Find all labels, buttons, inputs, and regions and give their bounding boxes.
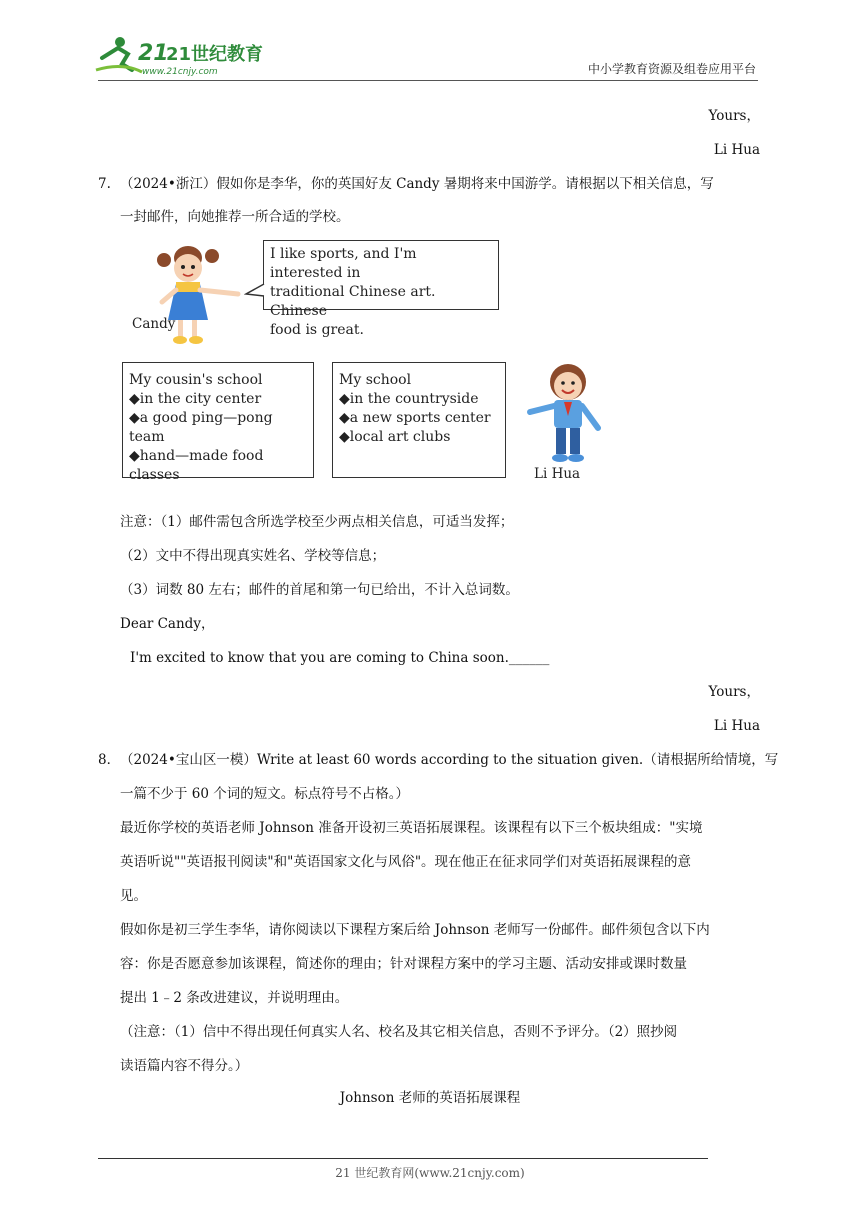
logo-url: www.21cnjy.com bbox=[142, 67, 218, 77]
q7-note-2: （2）文中不得出现真实姓名、学校等信息； bbox=[120, 548, 386, 564]
header-divider bbox=[98, 80, 758, 81]
header-platform-text: 中小学教育资源及组卷应用平台 bbox=[587, 62, 756, 76]
svg-text:21: 21 bbox=[138, 41, 169, 66]
card-title: My school bbox=[339, 372, 412, 388]
q8-stem-line1: （2024•宝山区一模）Write at least 60 words according to the situation given.（请根据所给情境，写 bbox=[120, 752, 779, 768]
q8-table-title: Johnson 老师的英语拓展课程 bbox=[339, 1090, 521, 1106]
q7-stem-line2: 一封邮件，向她推荐一所合适的学校。 bbox=[120, 209, 350, 225]
q8-note-line: 读语篇内容不得分。） bbox=[120, 1058, 249, 1074]
card-item: ◆a new sports center bbox=[339, 410, 491, 426]
prev-closing-name: Li Hua bbox=[713, 142, 760, 158]
logo-text: 21世纪教育 bbox=[166, 44, 264, 65]
bubble-tail-icon bbox=[244, 282, 266, 300]
card-title: My cousin's school bbox=[129, 372, 263, 388]
q7-closing-name: Li Hua bbox=[713, 718, 760, 734]
q8-para2-line: 提出 1﹣2 条改进建议，并说明理由。 bbox=[120, 990, 349, 1006]
lihua-illustration-icon bbox=[524, 360, 604, 468]
q7-note-1: 注意：（1）邮件需包含所选学校至少两点相关信息，可适当发挥； bbox=[120, 514, 514, 530]
q8-para1-line: 最近你学校的英语老师 Johnson 准备开设初三英语拓展课程。该课程有以下三个板块组成："实境 bbox=[120, 820, 703, 836]
candy-speech-bubble bbox=[263, 240, 499, 338]
runner-logo-icon bbox=[92, 34, 272, 78]
my-school-card bbox=[332, 362, 506, 478]
card-item: ◆hand—made food classes bbox=[129, 448, 264, 483]
cousin-school-card bbox=[122, 362, 314, 483]
q8-para1-line: 英语听说""英语报刊阅读"和"英语国家文化与风俗"。现在他正在征求同学们对英语拓展课程的意 bbox=[120, 854, 692, 870]
footer-divider bbox=[98, 1158, 708, 1159]
q8-para1-line: 见。 bbox=[120, 888, 147, 904]
q8-note-line: （注意：（1）信中不得出现任何真实人名、校名及其它相关信息，否则不予评分。（2）照抄阅 bbox=[120, 1024, 678, 1040]
card-item: ◆a good ping—pong team bbox=[129, 410, 273, 445]
q7-number: 7. bbox=[98, 176, 111, 192]
bubble-line: food is great. bbox=[270, 322, 364, 338]
bubble-line: I like sports, and I'm interested in bbox=[270, 246, 417, 281]
candy-label: Candy bbox=[132, 316, 176, 332]
bubble-line: traditional Chinese art. Chinese bbox=[270, 284, 436, 319]
q8-number: 8． bbox=[98, 752, 121, 768]
q7-closing-yours: Yours， bbox=[708, 684, 760, 700]
q8-para2-line: 假如你是初三学生李华，请你阅读以下课程方案后给 Johnson 老师写一份邮件。邮件须包含以下内 bbox=[120, 922, 710, 938]
site-logo bbox=[92, 34, 272, 78]
card-item: ◆local art clubs bbox=[339, 429, 451, 445]
q8-para2-line: 容：你是否愿意参加该课程，简述你的理由；针对课程方案中的学习主题、活动安排或课时数量 bbox=[120, 956, 687, 972]
lihua-label: Li Hua bbox=[534, 466, 581, 482]
footer-text[interactable]: 21 世纪教育网(www.21cnjy.com) bbox=[335, 1166, 525, 1180]
q7-first-sentence: I'm excited to know that you are coming to China soon.______ bbox=[130, 650, 550, 666]
q7-stem-line1: （2024•浙江）假如你是李华，你的英国好友 Candy 暑期将来中国游学。请根据以下相关信息，写 bbox=[120, 176, 714, 192]
prev-closing-yours: Yours， bbox=[708, 108, 760, 124]
card-item: ◆in the city center bbox=[129, 391, 262, 407]
q7-greeting: Dear Candy， bbox=[120, 616, 215, 632]
q8-stem-line2: 一篇不少于 60 个词的短文。标点符号不占格。） bbox=[120, 786, 410, 802]
q7-note-3: （3）词数 80 左右；邮件的首尾和第一句已给出，不计入总词数。 bbox=[120, 582, 519, 598]
card-item: ◆in the countryside bbox=[339, 391, 479, 407]
